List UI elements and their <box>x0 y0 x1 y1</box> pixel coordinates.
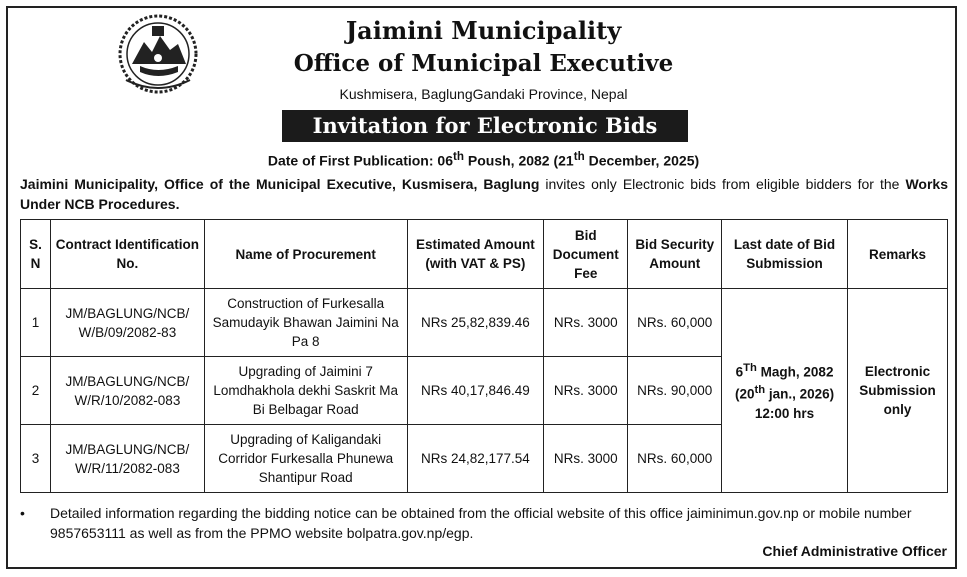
row-bid-security: NRs. 90,000 <box>628 357 722 425</box>
row-sn: 2 <box>21 357 51 425</box>
table-row <box>21 289 948 357</box>
row-estimated-amount: NRs 25,82,839.46 <box>407 289 544 357</box>
row-contract-id: JM/BAGLUNG/NCB/ W/R/10/2082-083 <box>50 357 204 425</box>
org-name: Jaimini Municipality <box>345 16 622 45</box>
row-sn: 3 <box>21 425 51 493</box>
table-header-row <box>21 220 948 289</box>
row-estimated-amount: NRs 24,82,177.54 <box>407 425 544 493</box>
header-bid-security: Bid Security Amount <box>628 220 722 289</box>
row-bid-security: NRs. 60,000 <box>628 425 722 493</box>
header-last-date: Last date of Bid Submission <box>722 220 848 289</box>
publication-date: Date of First Publication: 06th Poush, 2082 (21th December, 2025) <box>267 150 700 169</box>
row-doc-fee: NRs. 3000 <box>544 425 628 493</box>
row-estimated-amount: NRs 40,17,846.49 <box>407 357 544 425</box>
office-address: Kushmisera, BaglungGandaki Province, Nepal <box>339 86 628 102</box>
signoff: Chief Administrative Officer <box>762 543 947 559</box>
row-doc-fee: NRs. 3000 <box>544 289 628 357</box>
row-bid-security: NRs. 60,000 <box>628 289 722 357</box>
row-contract-id: JM/BAGLUNG/NCB/ W/B/09/2082-83 <box>50 289 204 357</box>
row-contract-id: JM/BAGLUNG/NCB/ W/R/11/2082-083 <box>50 425 204 493</box>
row-procurement: Upgrading of Kaligandaki Corridor Furkesalla Phunewa Shantipur Road <box>204 425 407 493</box>
notice-title-banner: Invitation for Electronic Bids <box>282 110 688 142</box>
header-contract-id: Contract Identification No. <box>50 220 204 289</box>
header-sn: S. N <box>21 220 51 289</box>
last-date-cell: 6Th Magh, 2082 (20th jan., 2026) 12:00 hrs <box>722 289 848 493</box>
row-procurement: Construction of Furkesalla Samudayik Bhawan Jaimini Na Pa 8 <box>204 289 407 357</box>
office-name: Office of Municipal Executive <box>293 50 674 77</box>
footer-note-text: Detailed information regarding the bidding notice can be obtained from the official website of this office jaiminimun.gov.np or mobile number 9857653111 as well as from the PPMO website bolpatra.gov.np/egp. <box>50 505 912 541</box>
header-estimated-amount: Estimated Amount (with VAT & PS) <box>407 220 544 289</box>
header-procurement: Name of Procurement <box>204 220 407 289</box>
bullet-icon: • <box>20 505 25 521</box>
row-procurement: Upgrading of Jaimini 7 Lomdhakhola dekhi Saskrit Ma Bi Belbagar Road <box>204 357 407 425</box>
header-remarks: Remarks <box>847 220 947 289</box>
row-doc-fee: NRs. 3000 <box>544 357 628 425</box>
header-doc-fee: Bid Document Fee <box>544 220 628 289</box>
row-sn: 1 <box>21 289 51 357</box>
bids-table <box>20 219 948 493</box>
footer-note <box>20 503 948 543</box>
intro-paragraph: Jaimini Municipality, Office of the Municipal Executive, Kusmisera, Baglung invites only Electronic bids from eligible bidders for the Works Under NCB Procedures. <box>20 176 948 212</box>
remarks-cell: Electronic Submission only <box>847 289 947 493</box>
